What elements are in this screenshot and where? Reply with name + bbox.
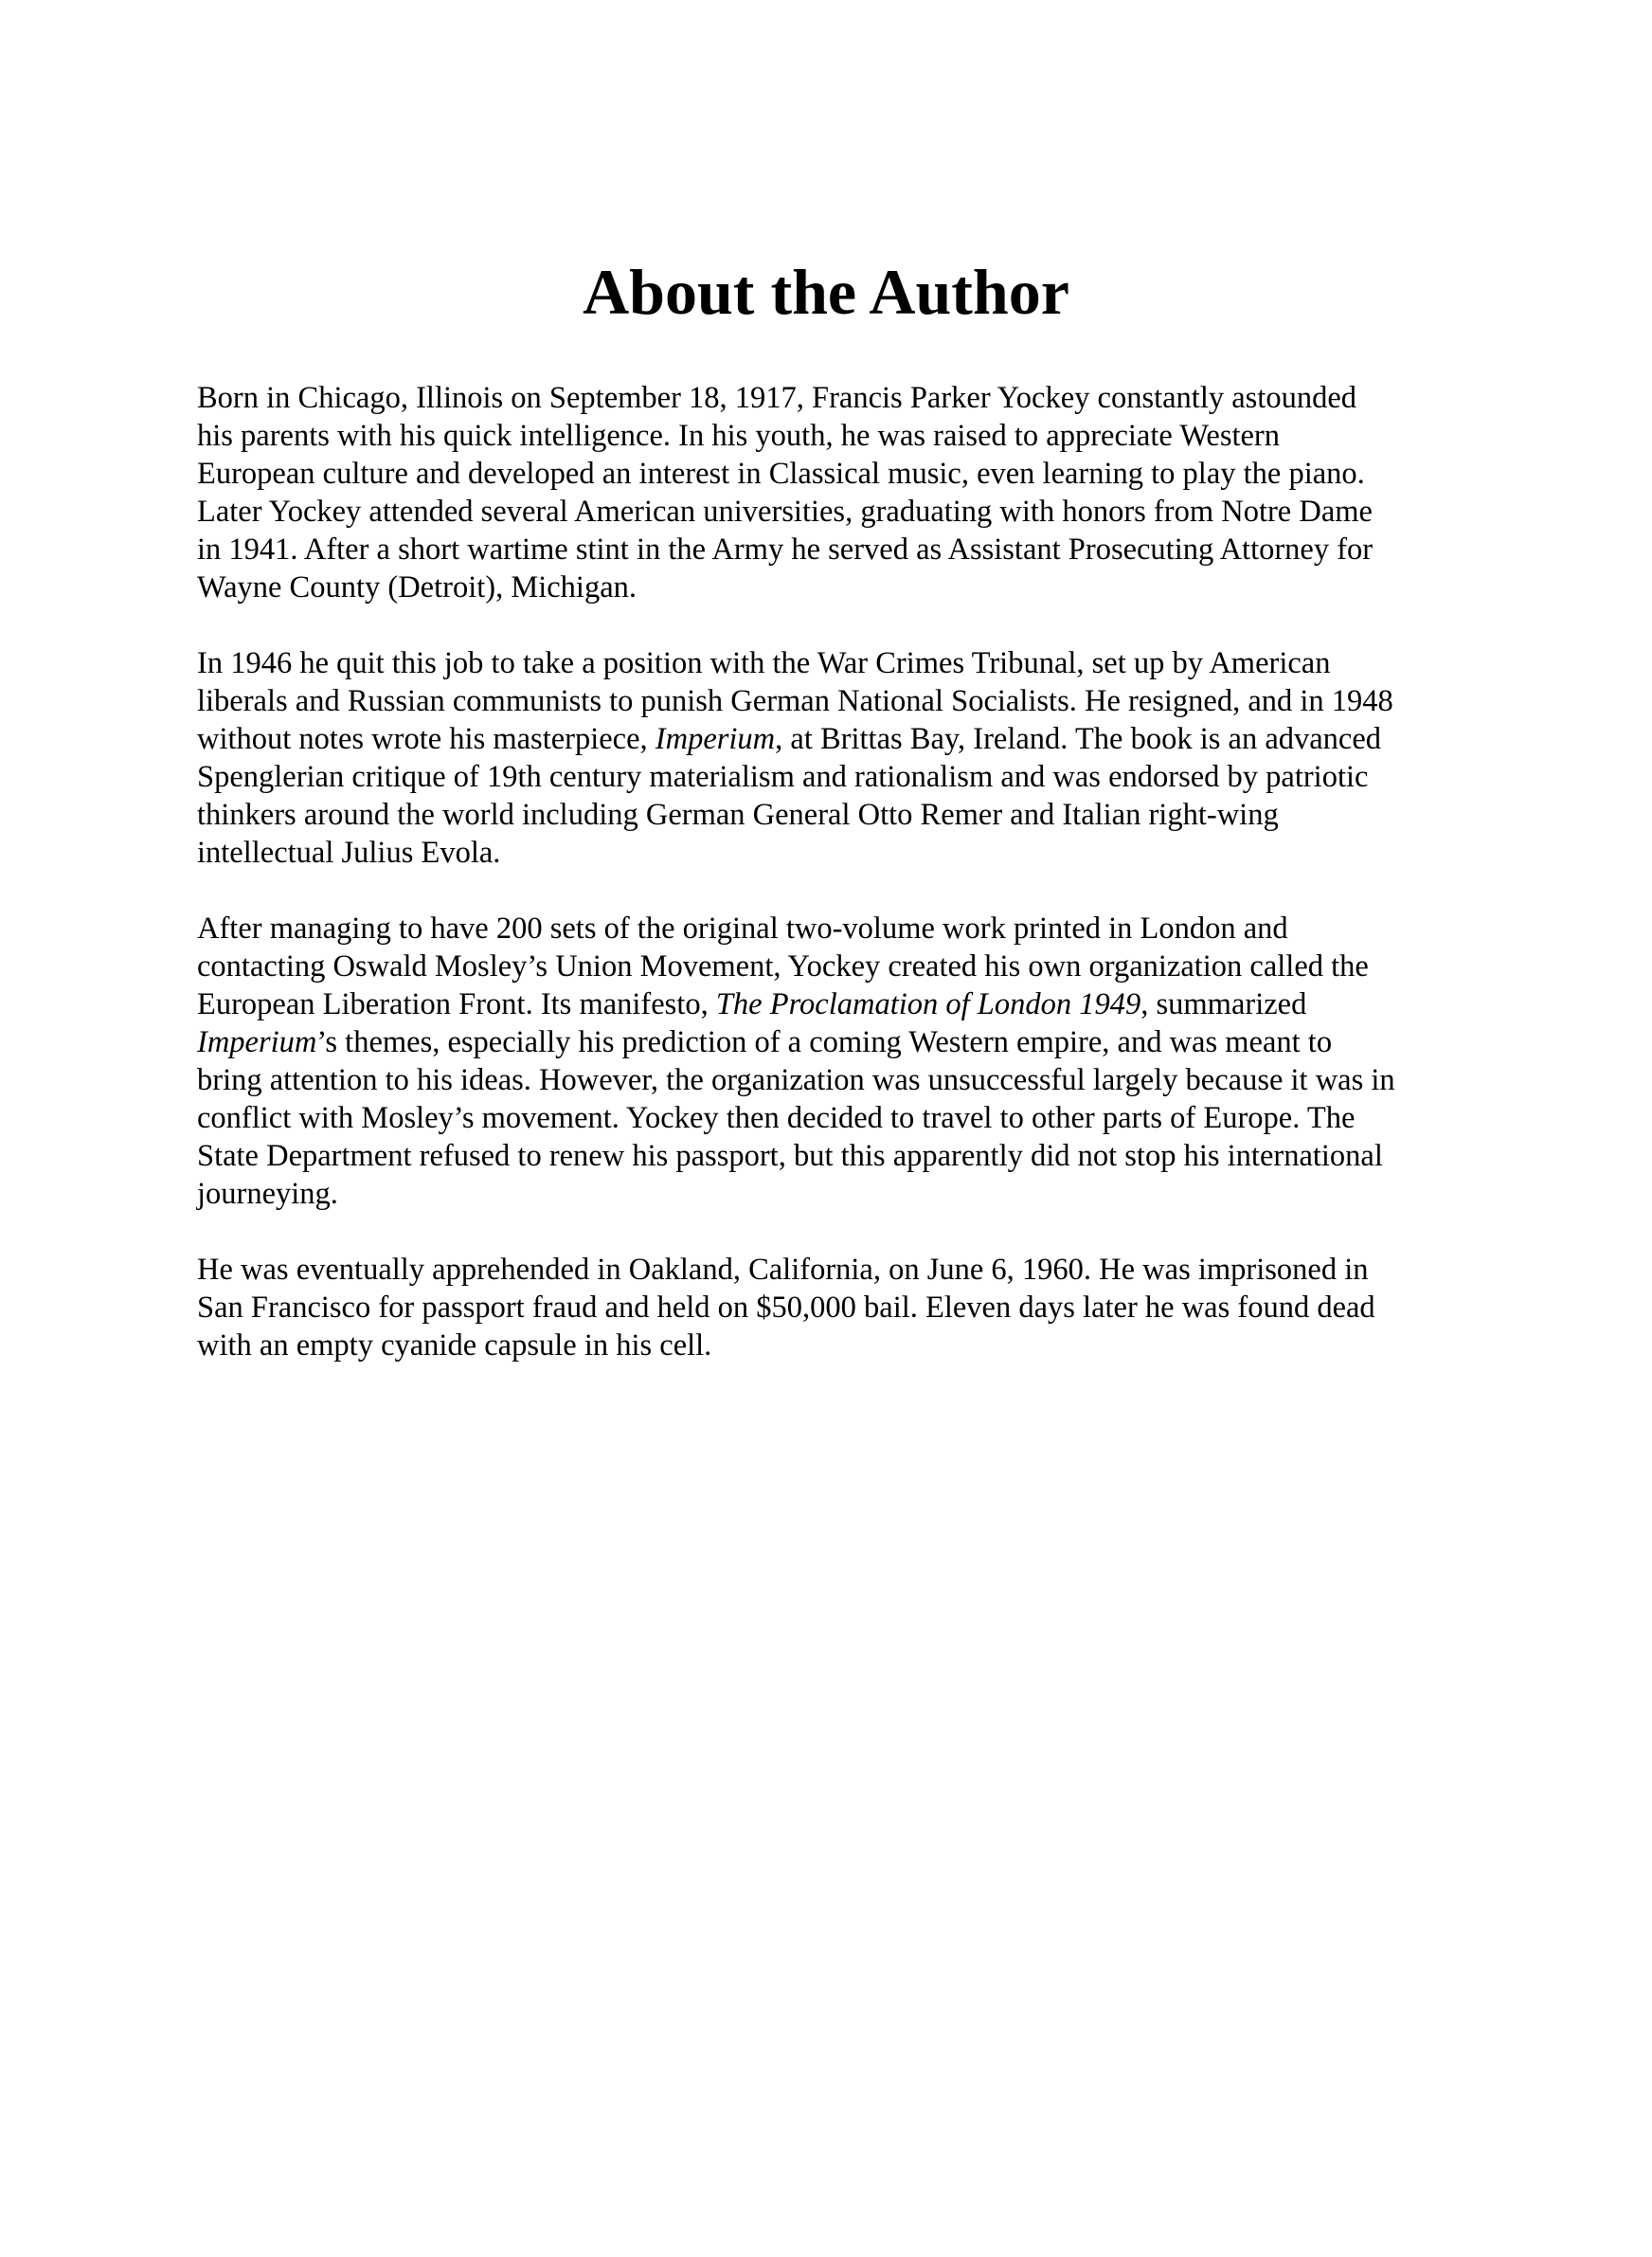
- text-segment: Spenglerian critique of 19th century materialism and rationalism and was endorsed by patriotic: [197, 760, 1369, 794]
- text-line: [197, 796, 1495, 834]
- text-segment: Born in Chicago, Illinois on September 18, 1917, Francis Parker Yockey constantly astounded: [197, 381, 1357, 415]
- text-segment: with an empty cyanide capsule in his cell.: [197, 1328, 712, 1363]
- text-line: [197, 1251, 1495, 1289]
- text-segment: After managing to have 200 sets of the original two-volume work printed in London and: [197, 912, 1288, 946]
- text-line: [197, 758, 1495, 796]
- text-line: [197, 1289, 1495, 1327]
- text-line: [197, 493, 1495, 531]
- text-line: [197, 720, 1495, 758]
- text-segment: Later Yockey attended several American universities, graduating with honors from Notre Dame: [197, 495, 1373, 529]
- text-line: [197, 910, 1495, 948]
- paragraph: [197, 1251, 1495, 1364]
- text-segment: liberals and Russian communists to punish German National Socialists. He resigned, and in 1948: [197, 684, 1393, 718]
- text-segment: thinkers around the world including German General Otto Remer and Italian right-wing: [197, 798, 1279, 832]
- paragraph: [197, 379, 1495, 606]
- text-line: [197, 985, 1495, 1023]
- text-line: [197, 682, 1495, 720]
- text-segment: without notes wrote his masterpiece,: [197, 722, 655, 756]
- page-title: About the Author: [583, 256, 1069, 328]
- italic-title-text: The Proclamation of London 1949: [715, 987, 1141, 1021]
- text-segment: Wayne County (Detroit), Michigan.: [197, 570, 637, 605]
- text-segment: his parents with his quick intelligence. In his youth, he was raised to appreciate Western: [197, 419, 1281, 453]
- text-line: [197, 834, 1495, 872]
- text-segment: contacting Oswald Mosley’s Union Movement, Yockey created his own organization called the: [197, 949, 1369, 984]
- text-segment: journeying.: [197, 1177, 338, 1211]
- text-segment: San Francisco for passport fraud and held on $50,000 bail. Eleven days later he was found dead: [197, 1291, 1375, 1325]
- text-line: [197, 1137, 1495, 1175]
- text-line: [197, 948, 1495, 985]
- text-line: [197, 417, 1495, 455]
- text-segment: European culture and developed an interest in Classical music, even learning to play the piano.: [197, 457, 1365, 491]
- text-segment: conflict with Mosley’s movement. Yockey then decided to travel to other parts of Europe. The: [197, 1101, 1356, 1135]
- text-segment: European Liberation Front. Its manifesto,: [197, 987, 716, 1021]
- text-line: [197, 1175, 1495, 1213]
- paragraph: [197, 644, 1495, 872]
- text-segment: in 1941. After a short wartime stint in the Army he served as Assistant Prosecuting Attorney for: [197, 533, 1374, 567]
- body-text: [197, 379, 1495, 1402]
- text-line: [197, 1023, 1495, 1061]
- italic-title-text: Imperium: [197, 1025, 317, 1059]
- text-segment: State Department refused to renew his passport, but this apparently did not stop his international: [197, 1139, 1383, 1173]
- text-line: [197, 455, 1495, 493]
- text-line: [197, 379, 1495, 417]
- text-line: [197, 1061, 1495, 1099]
- text-segment: , summarized: [1140, 987, 1307, 1021]
- text-line: [197, 1099, 1495, 1137]
- paragraph: [197, 910, 1495, 1213]
- text-segment: intellectual Julius Evola.: [197, 836, 501, 870]
- text-line: [197, 531, 1495, 569]
- text-segment: ’s themes, especially his prediction of a coming Western empire, and was meant to: [316, 1025, 1333, 1059]
- text-segment: , at Brittas Bay, Ireland. The book is an advanced: [775, 722, 1382, 756]
- text-line: [197, 1327, 1495, 1364]
- text-segment: bring attention to his ideas. However, the organization was unsuccessful largely because it was in: [197, 1063, 1395, 1097]
- italic-title-text: Imperium: [655, 722, 776, 756]
- text-segment: In 1946 he quit this job to take a position with the War Crimes Tribunal, set up by American: [197, 646, 1331, 680]
- text-segment: He was eventually apprehended in Oakland, California, on June 6, 1960. He was imprisoned in: [197, 1253, 1369, 1287]
- text-line: [197, 569, 1495, 606]
- text-line: [197, 644, 1495, 682]
